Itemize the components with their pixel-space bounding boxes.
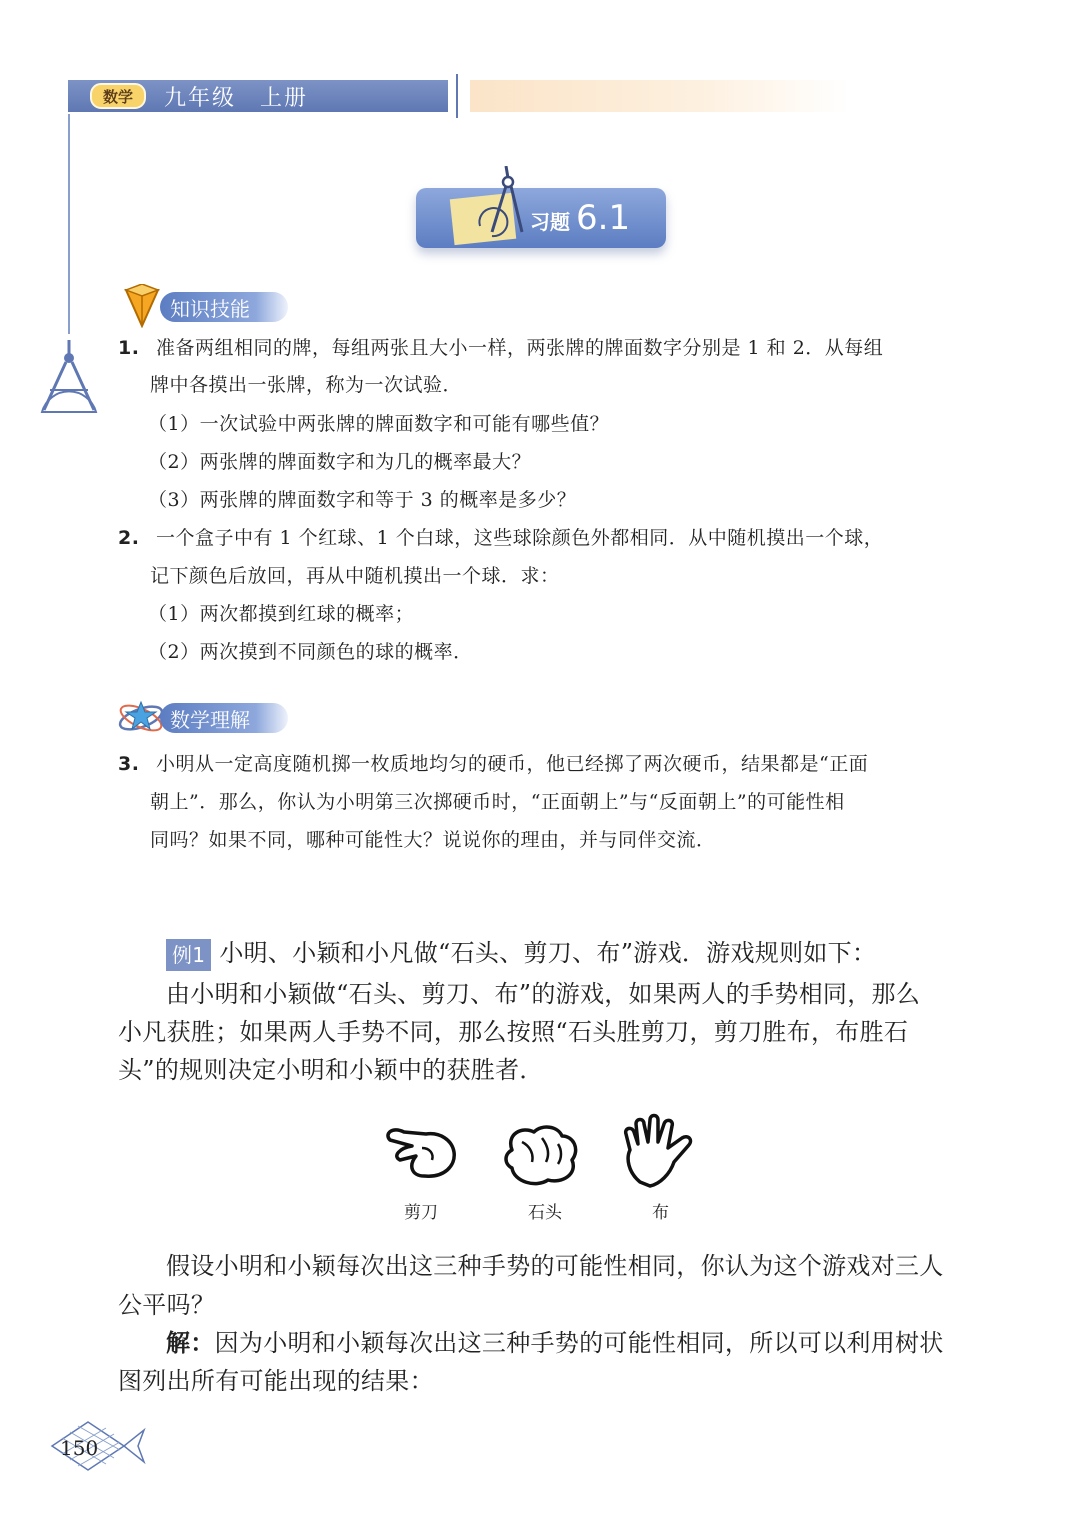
q3-text-1: 小明从一定高度随机掷一枚质地均匀的硬币，他已经掷了两次硬币，结果都是“正面 bbox=[156, 753, 869, 775]
gesture-label-scissors: 剪刀 bbox=[404, 1203, 438, 1223]
solution-line2: 图列出所有可能出现的结果： bbox=[118, 1367, 434, 1395]
q2-sub1: （1）两次都摸到红球的概率； bbox=[148, 603, 415, 625]
q1-line1 bbox=[118, 333, 883, 363]
exercise-number: 6.1 bbox=[576, 198, 631, 238]
paper-hand-icon bbox=[620, 1112, 704, 1192]
compass-icon bbox=[466, 166, 526, 246]
exercise-title bbox=[530, 198, 630, 238]
example-label: 例1 bbox=[166, 939, 211, 971]
q1-sub1: （1）一次试验中两张牌的牌面数字和可能有哪些值？ bbox=[148, 413, 610, 435]
margin-line bbox=[68, 114, 70, 334]
header-decoration bbox=[470, 80, 850, 112]
example-line1 bbox=[166, 934, 876, 972]
q1-sub2: （2）两张牌的牌面数字和为几的概率最大？ bbox=[148, 451, 532, 473]
q2-line2: 记下颜色后放回，再从中随机摸出一个球．求： bbox=[150, 565, 560, 587]
page-number: 150 bbox=[60, 1436, 99, 1460]
solution-label: 解： bbox=[166, 1328, 215, 1357]
q1-text-1: 准备两组相同的牌，每组两张且大小一样，两张牌的牌面数字分别是 1 和 2．从每组 bbox=[156, 337, 884, 359]
gesture-label-paper: 布 bbox=[652, 1203, 669, 1223]
rock-fist-icon bbox=[500, 1120, 584, 1190]
example-text-1: 小明、小颖和小凡做“石头、剪刀、布”游戏．游戏规则如下： bbox=[219, 939, 877, 967]
q3-line2: 朝上”．那么，你认为小明第三次掷硬币时，“正面朝上”与“反面朝上”的可能性相 bbox=[150, 791, 845, 813]
header-bar bbox=[68, 80, 448, 112]
solution-line1 bbox=[166, 1324, 944, 1362]
header-divider bbox=[456, 74, 458, 118]
solution-text-1: 因为小明和小颖每次出这三种手势的可能性相同，所以可以利用树状 bbox=[214, 1329, 944, 1357]
question-line1: 假设小明和小颖每次出这三种手势的可能性相同，你认为这个游戏对三人 bbox=[166, 1252, 944, 1280]
grade-title: 九年级 上册 bbox=[164, 85, 309, 111]
margin-compass-icon bbox=[38, 340, 100, 416]
atom-star-icon bbox=[116, 696, 166, 736]
subject-badge: 数学 bbox=[90, 83, 146, 109]
q2-number: 2. bbox=[118, 527, 140, 549]
section-understanding-label: 数学理解 bbox=[170, 707, 250, 732]
q1-number: 1. bbox=[118, 337, 140, 359]
q3-line1 bbox=[118, 749, 868, 779]
section-understanding bbox=[160, 703, 288, 733]
exercise-label: 习题 bbox=[530, 210, 570, 234]
q2-line1 bbox=[118, 523, 883, 553]
example-line4: 头”的规则决定小明和小颖中的获胜者． bbox=[118, 1056, 544, 1084]
q2-sub2: （2）两次摸到不同颜色的球的概率． bbox=[148, 641, 473, 663]
scissors-hand-icon bbox=[382, 1118, 462, 1190]
question-line2: 公平吗？ bbox=[118, 1291, 216, 1319]
section-skills-label: 知识技能 bbox=[170, 296, 250, 321]
q3-number: 3. bbox=[118, 753, 140, 775]
example-line3: 小凡获胜；如果两人手势不同，那么按照“石头胜剪刀，剪刀胜布，布胜石 bbox=[118, 1018, 909, 1046]
q1-sub3: （3）两张牌的牌面数字和等于 3 的概率是多少？ bbox=[148, 489, 577, 511]
gesture-label-rock: 石头 bbox=[528, 1203, 562, 1223]
q3-line3: 同吗？如果不同，哪种可能性大？说说你的理由，并与同伴交流． bbox=[150, 829, 716, 851]
q2-text-1: 一个盒子中有 1 个红球、1 个白球，这些球除颜色外都相同．从中随机摸出一个球， bbox=[156, 527, 884, 549]
section-skills bbox=[160, 292, 288, 322]
diamond-icon bbox=[122, 284, 162, 328]
example-line2: 由小明和小颖做“石头、剪刀、布”的游戏，如果两人的手势相同，那么 bbox=[166, 980, 921, 1008]
q1-line2: 牌中各摸出一张牌，称为一次试验． bbox=[150, 374, 463, 396]
